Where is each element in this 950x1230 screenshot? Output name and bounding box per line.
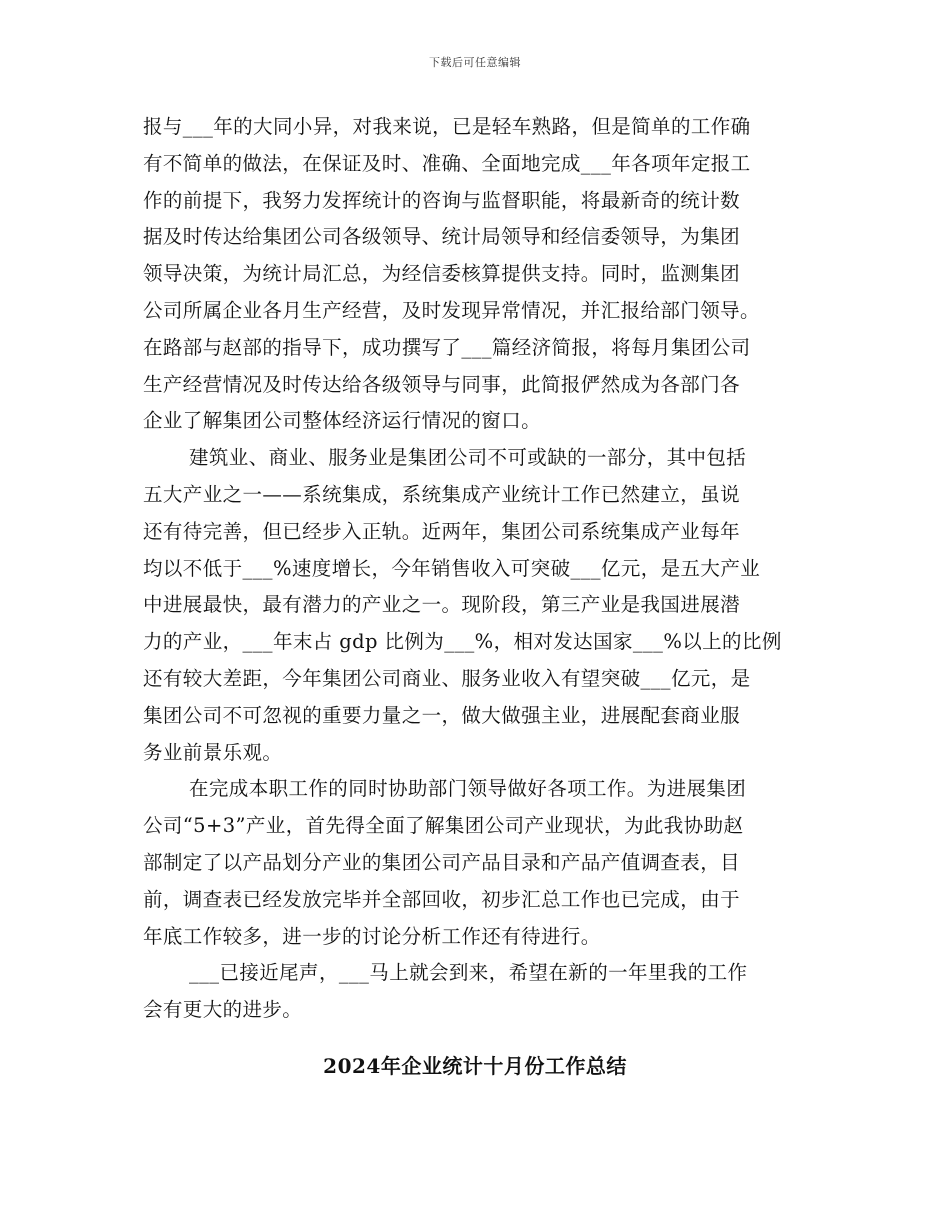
paragraph-3 <box>143 771 823 955</box>
text-line: 均以不低于___%速度增长，今年销售收入可突破___亿元，是五大产业 <box>143 556 761 580</box>
text-line: ___已接近尾声，___马上就会到来，希望在新的一年里我的工作 <box>189 961 748 985</box>
text-line: 报与___年的大同小异，对我来说，已是轻车熟路，但是简单的工作确 <box>143 115 751 138</box>
text-line: 部制定了以产品划分产业的集团公司产品目录和产品产值调查表，目 <box>143 850 741 874</box>
text-line: 集团公司不可忽视的重要力量之一，做大做强主业，进展配套商业服 <box>143 703 741 727</box>
text-line: 公司所属企业各月生产经营，及时发现异常情况，并汇报给部门领导。 <box>143 298 760 322</box>
text-line: 建筑业、商业、服务业是集团公司不可或缺的一部分，其中包括 <box>189 446 747 470</box>
text-line: 年底工作较多，进一步的讨论分析工作还有待进行。 <box>143 924 601 948</box>
text-line: 在路部与赵部的指导下，成功撰写了___篇经济简报，将每月集团公司 <box>143 335 751 359</box>
text-line: 力的产业，___年末占 gdp 比例为___%，相对发达国家___%以上的比例 <box>143 630 782 654</box>
text-line: 还有较大差距，今年集团公司商业、服务业收入有望突破___亿元，是 <box>143 666 751 690</box>
text-line: 有不简单的做法，在保证及时、准确、全面地完成___年各项年定报工 <box>143 151 751 175</box>
text-line: 生产经营情况及时传达给各级领导与同事，此简报俨然成为各部门各 <box>143 372 741 396</box>
document-body <box>143 109 823 1029</box>
text-line: 公司“5+3”产业，首先得全面了解集团公司产业现状，为此我协助赵 <box>143 814 744 838</box>
document-title: 2024年企业统计十月份工作总结 <box>323 1054 627 1078</box>
text-line: 企业了解集团公司整体经济运行情况的窗口。 <box>143 409 542 433</box>
text-line: 据及时传达给集团公司各级领导、统计局领导和经信委领导，为集团 <box>143 225 741 249</box>
page-header: 下载后可任意编辑 <box>429 56 521 69</box>
paragraph-2 <box>143 440 823 771</box>
text-line: 作的前提下，我努力发挥统计的咨询与监督职能，将最新奇的统计数 <box>143 188 741 212</box>
text-line: 领导决策，为统计局汇总，为经信委核算提供支持。同时，监测集团 <box>143 262 741 286</box>
text-line: 务业前景乐观。 <box>143 740 283 764</box>
text-line: 还有待完善，但已经步入正轨。近两年，集团公司系统集成产业每年 <box>143 519 741 543</box>
paragraph-1 <box>143 109 823 440</box>
text-line: 中进展最快，最有潜力的产业之一。现阶段，第三产业是我国进展潜 <box>143 593 741 617</box>
text-line: 在完成本职工作的同时协助部门领导做好各项工作。为进展集团 <box>189 777 747 801</box>
text-line: 会有更大的进步。 <box>143 998 303 1022</box>
text-line: 五大产业之一——系统集成，系统集成产业统计工作已然建立，虽说 <box>143 482 741 506</box>
paragraph-4 <box>143 955 823 1029</box>
text-line: 前，调查表已经发放完毕并全部回收，初步汇总工作也已完成，由于 <box>143 887 741 911</box>
